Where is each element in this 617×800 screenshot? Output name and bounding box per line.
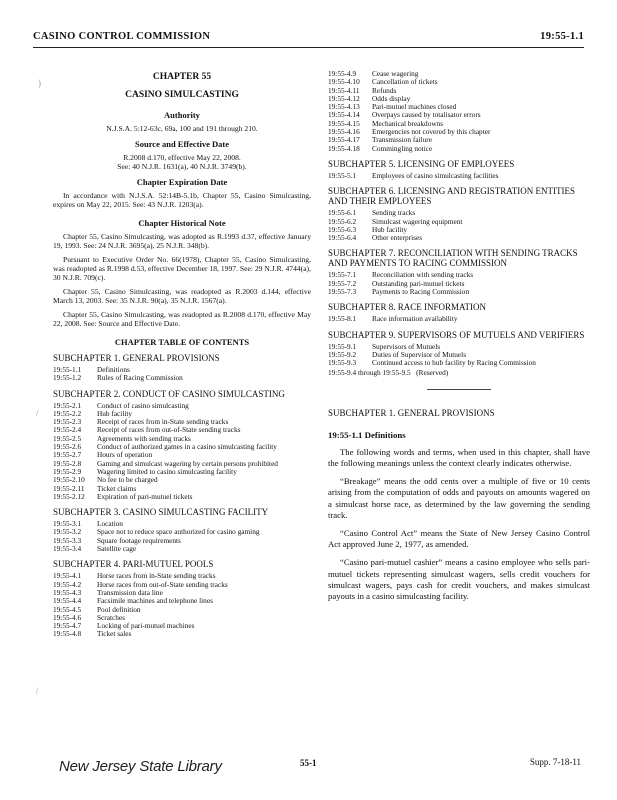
toc-entry-number: 19:55-4.7 bbox=[53, 621, 82, 631]
toc-entry-title: Continued access to hub facility by Racing Commission bbox=[372, 358, 536, 368]
toc-entry-title: Ticket sales bbox=[97, 629, 132, 639]
definition-casino-control-act: “Casino Control Act” means the State of New Jersey Casino Control Act approved June 2, 1977, as amended. bbox=[328, 528, 590, 550]
toc-entry-title: Outstanding pari-mutuel tickets bbox=[372, 278, 465, 288]
toc-entry bbox=[53, 597, 311, 605]
toc-subchapter-heading: SUBCHAPTER 5. LICENSING OF EMPLOYEES bbox=[328, 158, 515, 169]
margin-mark-mid: / bbox=[36, 408, 39, 418]
toc-entry-title: Expiration of pari-mutuel tickets bbox=[97, 491, 193, 501]
toc-entry-number: 19:55-6.3 bbox=[328, 224, 357, 234]
toc-entry-title: Commingling notice bbox=[372, 143, 433, 153]
toc-subchapter-heading: SUBCHAPTER 4. PARI-MUTUEL POOLS bbox=[53, 559, 214, 570]
toc-entry-title: Agreements with sending tracks bbox=[97, 433, 191, 443]
toc-entry-title: Other enterprises bbox=[372, 233, 423, 243]
toc-entry-title: Satellite cage bbox=[97, 544, 137, 554]
toc-entry-number: 19:55-2.4 bbox=[53, 425, 82, 435]
toc-entry-number: 19:55-2.2 bbox=[53, 408, 82, 418]
toc-entry-title: Payments to Racing Commission bbox=[372, 287, 470, 297]
toc-entry-number: 19:55-7.1 bbox=[328, 270, 357, 280]
toc-entry-number: 19:55-2.9 bbox=[53, 466, 82, 476]
expiration-heading: Chapter Expiration Date bbox=[136, 177, 228, 187]
toc-entry-number: 19:55-3.2 bbox=[53, 527, 82, 537]
toc-subchapter-heading: SUBCHAPTER 2. CONDUCT OF CASINO SIMULCASTING bbox=[53, 388, 285, 399]
toc-entry bbox=[53, 606, 311, 614]
toc-entry-title: Refunds bbox=[372, 85, 397, 95]
history-note-4: Chapter 55, Casino Simulcasting, was readopted as R.2008 d.170, effective May 22, 2008. See: Source and Effective Date. bbox=[53, 310, 311, 328]
authority-heading: Authority bbox=[164, 110, 200, 120]
toc-entry-title: Cease wagering bbox=[372, 69, 419, 78]
toc-entry-title: Transmission failure bbox=[372, 135, 432, 145]
toc-entry-number: 19:55-3.1 bbox=[53, 519, 82, 529]
toc-entry bbox=[53, 443, 311, 451]
toc-entry-title: Reconciliation with sending tracks bbox=[372, 270, 474, 280]
toc-entry-title: Sending tracks bbox=[372, 208, 416, 218]
toc-entry bbox=[53, 468, 311, 476]
toc-entry bbox=[328, 95, 590, 103]
header-rule bbox=[33, 47, 584, 48]
toc-entry-title: Conduct of casino simulcasting bbox=[97, 400, 189, 410]
toc-entry-title: Horse races from in-State sending tracks bbox=[97, 571, 216, 581]
expiration-text: In accordance with N.J.S.A. 52:14B-5.1b, Chapter 55, Casino Simulcasting, expires on May 22, 2015. See: 43 N.J.R. 1203(a). bbox=[53, 191, 311, 209]
toc-entry-number: 19:55-4.11 bbox=[328, 85, 360, 95]
toc-entry-title: Square footage requirements bbox=[97, 535, 181, 545]
definition-breakage: “Breakage” means the odd cents over a multiple of five or 10 cents arising from the computation of odds and payouts on amounts wagered on a simulcast horse race, as determined by the law governing the sending track. bbox=[328, 476, 590, 520]
toc-subchapter-heading: SUBCHAPTER 7. RECONCILIATION WITH SENDING TRACKS AND PAYMENTS TO RACING COMMISSION bbox=[328, 248, 578, 269]
toc-entry-number: 19:55-9.3 bbox=[328, 358, 357, 368]
toc-reserved: 19:55-9.4 through 19:55-9.5 (Reserved) bbox=[328, 367, 449, 377]
toc-entry-number: 19:55-6.2 bbox=[328, 216, 357, 226]
definition-intro: The following words and terms, when used in this chapter, shall have the following meanings unless the context clearly indicates otherwise. bbox=[328, 446, 590, 469]
toc-entry bbox=[328, 111, 590, 119]
library-stamp: New Jersey State Library bbox=[59, 758, 222, 775]
toc-right-continued bbox=[328, 70, 590, 153]
toc-entry-number: 19:55-2.10 bbox=[53, 475, 85, 485]
toc-entry-title: Facsimile machines and telephone lines bbox=[97, 596, 213, 606]
toc-entry-title: Simulcast wagering equipment bbox=[372, 216, 463, 226]
source-heading: Source and Effective Date bbox=[134, 139, 230, 149]
toc-right bbox=[328, 159, 590, 368]
toc-entry-number: 19:55-4.17 bbox=[328, 135, 360, 145]
toc-entry-number: 19:55-2.3 bbox=[53, 417, 82, 427]
toc-entry-title: Hours of operation bbox=[97, 450, 153, 460]
history-note-1: Chapter 55, Casino Simulcasting, was adopted as R.1993 d.37, effective January 19, 1993. See: 24 N.J.R. 3695(a), 25 N.J.R. 348(b). bbox=[53, 232, 311, 250]
toc-entry-title: Overpays caused by totalisator errors bbox=[372, 110, 481, 120]
header-section: 19:55-1.1 bbox=[540, 31, 584, 42]
toc-entry bbox=[53, 374, 311, 382]
toc-entry bbox=[328, 87, 590, 95]
chapter-title: CASINO SIMULCASTING bbox=[125, 90, 239, 100]
toc-entry-number: 19:55-9.1 bbox=[328, 341, 357, 351]
toc-entry-title: Duties of Supervisor of Mutuels bbox=[372, 349, 467, 359]
toc-entry-number: 19:55-7.2 bbox=[328, 278, 357, 288]
toc-entry-number: 19:55-4.9 bbox=[328, 69, 357, 78]
toc-entry-number: 19:55-1.1 bbox=[53, 365, 82, 374]
toc-entry-number: 19:55-4.4 bbox=[53, 596, 82, 606]
toc-subchapter-heading: SUBCHAPTER 6. LICENSING AND REGISTRATION ENTITIES AND THEIR EMPLOYEES bbox=[328, 186, 575, 207]
toc-entry bbox=[328, 145, 590, 153]
toc-entry-title: Scratches bbox=[97, 612, 125, 622]
toc-entry-number: 19:55-4.12 bbox=[328, 93, 360, 103]
toc-entry bbox=[53, 630, 311, 638]
toc-entry-number: 19:55-4.16 bbox=[328, 127, 360, 137]
margin-mark-low: / bbox=[36, 686, 39, 696]
toc-entry-number: 19:55-4.10 bbox=[328, 77, 360, 87]
toc-entry bbox=[328, 288, 590, 296]
toc-entry-title: Employees of casino simulcasting facilities bbox=[372, 170, 499, 180]
toc-entry-title: Odds display bbox=[372, 93, 411, 103]
toc-subchapter-heading: SUBCHAPTER 8. RACE INFORMATION bbox=[328, 302, 487, 313]
toc-entry-title: Hub facility bbox=[372, 224, 408, 234]
toc-entry-number: 19:55-4.14 bbox=[328, 110, 360, 120]
chapter-number: CHAPTER 55 bbox=[152, 72, 212, 82]
toc-entry-number: 19:55-1.2 bbox=[53, 373, 82, 383]
toc-entry-title: No fee to be charged bbox=[97, 475, 158, 485]
toc-entry-title: Gaming and simulcast wagering by certain persons prohibited bbox=[97, 458, 278, 468]
toc-entry-number: 19:55-2.1 bbox=[53, 400, 82, 410]
toc-entry-number: 19:55-5.1 bbox=[328, 170, 357, 180]
toc-entry-number: 19:55-6.4 bbox=[328, 233, 357, 243]
toc-entry bbox=[328, 78, 590, 86]
toc-entry-title: Locking of pari-mutuel machines bbox=[97, 621, 195, 631]
toc-entry-number: 19:55-4.3 bbox=[53, 587, 82, 597]
toc-entry bbox=[328, 359, 590, 367]
toc-entry-title: Rules of Racing Commission bbox=[97, 373, 183, 383]
toc-entry-number: 19:55-2.5 bbox=[53, 433, 82, 443]
toc-entry-title: Pari-mutuel machines closed bbox=[372, 102, 457, 112]
toc-entry bbox=[328, 128, 590, 136]
toc-entry-title: Space not to reduce space authorized for casino gaming bbox=[97, 527, 260, 537]
toc-entry bbox=[53, 545, 311, 553]
toc-entry-number: 19:55-4.15 bbox=[328, 118, 360, 128]
toc-entry-title: Horse races from out-of-State sending tracks bbox=[97, 579, 228, 589]
toc-heading: CHAPTER TABLE OF CONTENTS bbox=[114, 337, 250, 347]
toc-entry-title: Wagering limited to casino simulcasting facility bbox=[97, 466, 237, 476]
toc-entry bbox=[328, 234, 590, 242]
toc-entry bbox=[328, 70, 590, 78]
toc-entry-number: 19:55-4.18 bbox=[328, 143, 360, 153]
toc-entry-title: Receipt of races from out-of-State sending tracks bbox=[97, 425, 241, 435]
toc-entry-number: 19:55-8.1 bbox=[328, 314, 357, 324]
toc-entry-number: 19:55-2.12 bbox=[53, 491, 85, 501]
toc-entry-title: Cancellation of tickets bbox=[372, 77, 438, 87]
page-header bbox=[33, 31, 584, 45]
source-text: R.2008 d.170, effective May 22, 2008. See: 40 N.J.R. 1631(a), 40 N.J.R. 3749(b). bbox=[117, 153, 247, 171]
left-column bbox=[53, 70, 311, 639]
history-note-2: Pursuant to Executive Order No. 66(1978), Chapter 55, Casino Simulcasting, was readopted as R.1998 d.53, effective December 18, 1997. See: 29 N.J.R. 4744(a), 30 N.J.R. 709(c). bbox=[53, 255, 311, 282]
toc-entry-number: 19:55-2.8 bbox=[53, 458, 82, 468]
history-note-3: Chapter 55, Casino Simulcasting, was readopted as R.2003 d.144, effective March 13, 2003. See: 35 N.J.R. 90(a), 35 N.J.R. 1567(a). bbox=[53, 287, 311, 305]
toc-entry bbox=[53, 528, 311, 536]
toc-entry-title: Pool definition bbox=[97, 604, 141, 614]
section-divider bbox=[427, 389, 491, 390]
toc-entry-number: 19:55-6.1 bbox=[328, 208, 357, 218]
toc-entry-title: Receipt of races from in-State sending tracks bbox=[97, 417, 229, 427]
toc-entry-title: Ticket claims bbox=[97, 483, 137, 493]
authority-text: N.J.S.A. 5:12-63c, 69a, 100 and 191 through 210. bbox=[106, 124, 258, 133]
toc-entry bbox=[328, 172, 590, 180]
toc-entry-number: 19:55-9.2 bbox=[328, 349, 357, 359]
margin-mark-top: ) bbox=[38, 78, 41, 88]
toc-entry bbox=[53, 622, 311, 630]
toc-entry-number: 19:55-3.4 bbox=[53, 544, 82, 554]
supplement-date: Supp. 7-18-11 bbox=[529, 757, 581, 767]
toc-subchapter-heading: SUBCHAPTER 9. SUPERVISORS OF MUTUELS AND VERIFIERS bbox=[328, 329, 585, 340]
toc-entry-title: Supervisors of Mutuels bbox=[372, 341, 441, 351]
toc-entry-number: 19:55-4.5 bbox=[53, 604, 82, 614]
toc-entry bbox=[53, 537, 311, 545]
toc-entry-title: Race information availability bbox=[372, 314, 458, 324]
header-title: CASINO CONTROL COMMISSION bbox=[33, 31, 211, 42]
definition-casino-pari-mutuel-cashier: “Casino pari-mutuel cashier” means a casino employee who sells pari-mutuel tickets representing simulcast wagers, sells credit vouchers for simulcast wagers, pays cash for credit vouchers, and makes simulcast payouts in a casino simulcasting facility. bbox=[328, 557, 590, 602]
toc-entry bbox=[53, 476, 311, 484]
right-column bbox=[328, 70, 590, 609]
history-heading: Chapter Historical Note bbox=[138, 218, 226, 228]
toc-entry-number: 19:55-3.3 bbox=[53, 535, 82, 545]
toc-subchapter-heading: SUBCHAPTER 1. GENERAL PROVISIONS bbox=[53, 353, 220, 363]
toc-entry-title: Conduct of authorized games in a casino simulcasting facility bbox=[97, 442, 277, 452]
toc-entry-title: Location bbox=[97, 519, 123, 529]
toc-entry bbox=[53, 402, 311, 410]
toc-entry-number: 19:55-7.3 bbox=[328, 287, 357, 297]
toc-entry-number: 19:55-4.1 bbox=[53, 571, 82, 581]
toc-entry bbox=[328, 315, 590, 323]
toc-entry-number: 19:55-2.7 bbox=[53, 450, 82, 460]
toc-left bbox=[53, 353, 311, 639]
toc-entry bbox=[53, 493, 311, 501]
toc-entry bbox=[53, 581, 311, 589]
toc-entry bbox=[328, 226, 590, 234]
toc-entry-number: 19:55-4.6 bbox=[53, 612, 82, 622]
toc-entry-number: 19:55-2.11 bbox=[53, 483, 85, 493]
toc-entry bbox=[328, 136, 590, 144]
toc-entry-title: Mechanical breakdowns bbox=[372, 118, 444, 128]
toc-entry-number: 19:55-4.8 bbox=[53, 629, 82, 639]
definitions-heading: 19:55-1.1 Definitions bbox=[328, 429, 406, 440]
toc-entry-title: Transmission data line bbox=[97, 587, 163, 597]
toc-entry-title: Hub facility bbox=[97, 408, 133, 418]
toc-subchapter-heading: SUBCHAPTER 3. CASINO SIMULCASTING FACILITY bbox=[53, 507, 269, 518]
toc-entry-title: Emergencies not covered by this chapter bbox=[372, 127, 491, 137]
toc-entry-title: Definitions bbox=[97, 365, 130, 374]
toc-entry-number: 19:55-4.13 bbox=[328, 102, 360, 112]
toc-entry-number: 19:55-2.6 bbox=[53, 442, 82, 452]
toc-entry bbox=[328, 218, 590, 226]
toc-entry-number: 19:55-4.2 bbox=[53, 579, 82, 589]
section-subchapter-heading: SUBCHAPTER 1. GENERAL PROVISIONS bbox=[328, 407, 495, 418]
